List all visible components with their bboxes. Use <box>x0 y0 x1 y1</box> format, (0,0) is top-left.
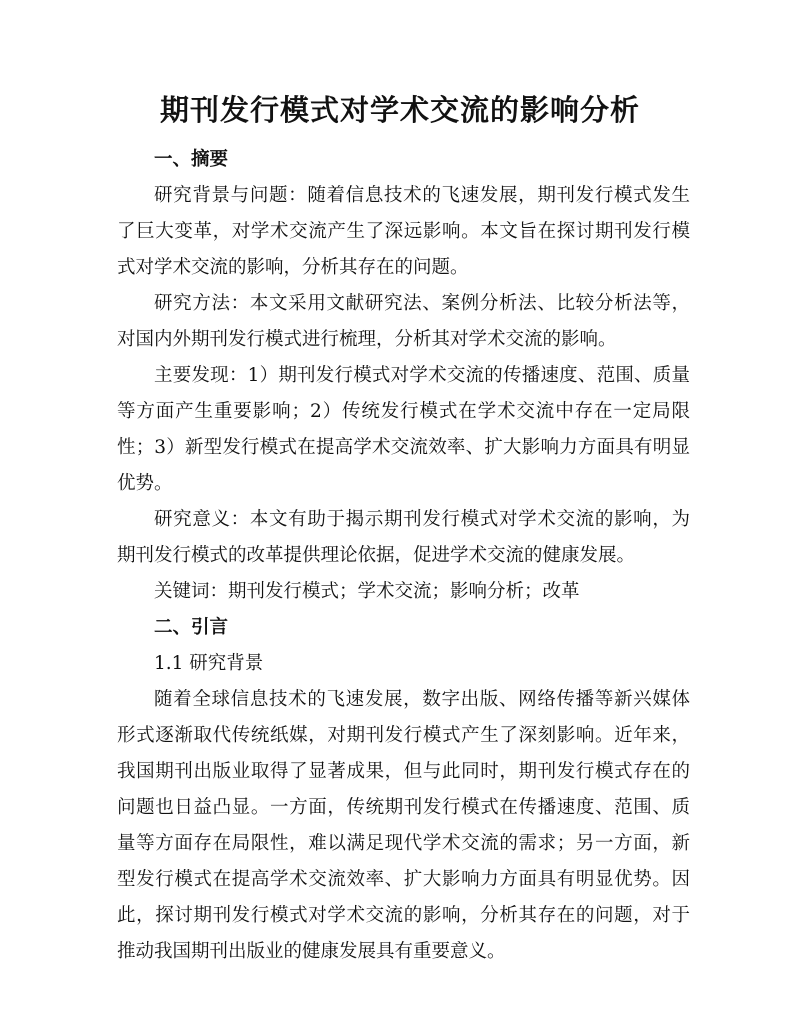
subsection-heading-background: 1.1 研究背景 <box>154 653 264 674</box>
keywords-line: 关键词：期刊发行模式；学术交流；影响分析；改革 <box>154 581 580 602</box>
abstract-background-paragraph: 研究背景与问题：随着信息技术的飞速发展，期刊发行模式发生了巨大变革，对学术交流产生了深远影响。本文旨在探讨期刊发行模式对学术交流的影响，分析其存在的问题。 <box>117 185 690 278</box>
abstract-significance-paragraph: 研究意义：本文有助于揭示期刊发行模式对学术交流的影响，为期刊发行模式的改革提供理论依据，促进学术交流的健康发展。 <box>117 509 690 566</box>
section-heading-introduction: 二、引言 <box>154 617 229 638</box>
abstract-findings-paragraph: 主要发现：1）期刊发行模式对学术交流的传播速度、范围、质量等方面产生重要影响；2）传统发行模式在学术交流中存在一定局限性；3）新型发行模式在提高学术交流效率、扩大影响力方面具有明显优势。 <box>117 365 690 494</box>
document-title: 期刊发行模式对学术交流的影响分析 <box>159 93 640 127</box>
intro-background-paragraph: 随着全球信息技术的飞速发展，数字出版、网络传播等新兴媒体形式逐渐取代传统纸媒，对期刊发行模式产生了深刻影响。近年来，我国期刊出版业取得了显著成果，但与此同时，期刊发行模式存在的问题也日益凸显。一方面，传统期刊发行模式在传播速度、范围、质量等方面存在局限性，难以满足现代学术交流的需求；另一方面，新型发行模式在提高学术交流效率、扩大影响力方面具有明显优势。因此，探讨期刊发行模式对学术交流的影响，分析其存在的问题，对于推动我国期刊出版业的健康发展具有重要意义。 <box>117 689 690 962</box>
section-heading-abstract: 一、摘要 <box>154 149 229 170</box>
abstract-methods-paragraph: 研究方法：本文采用文献研究法、案例分析法、比较分析法等，对国内外期刊发行模式进行梳理，分析其对学术交流的影响。 <box>117 293 690 350</box>
document-body <box>117 142 690 970</box>
